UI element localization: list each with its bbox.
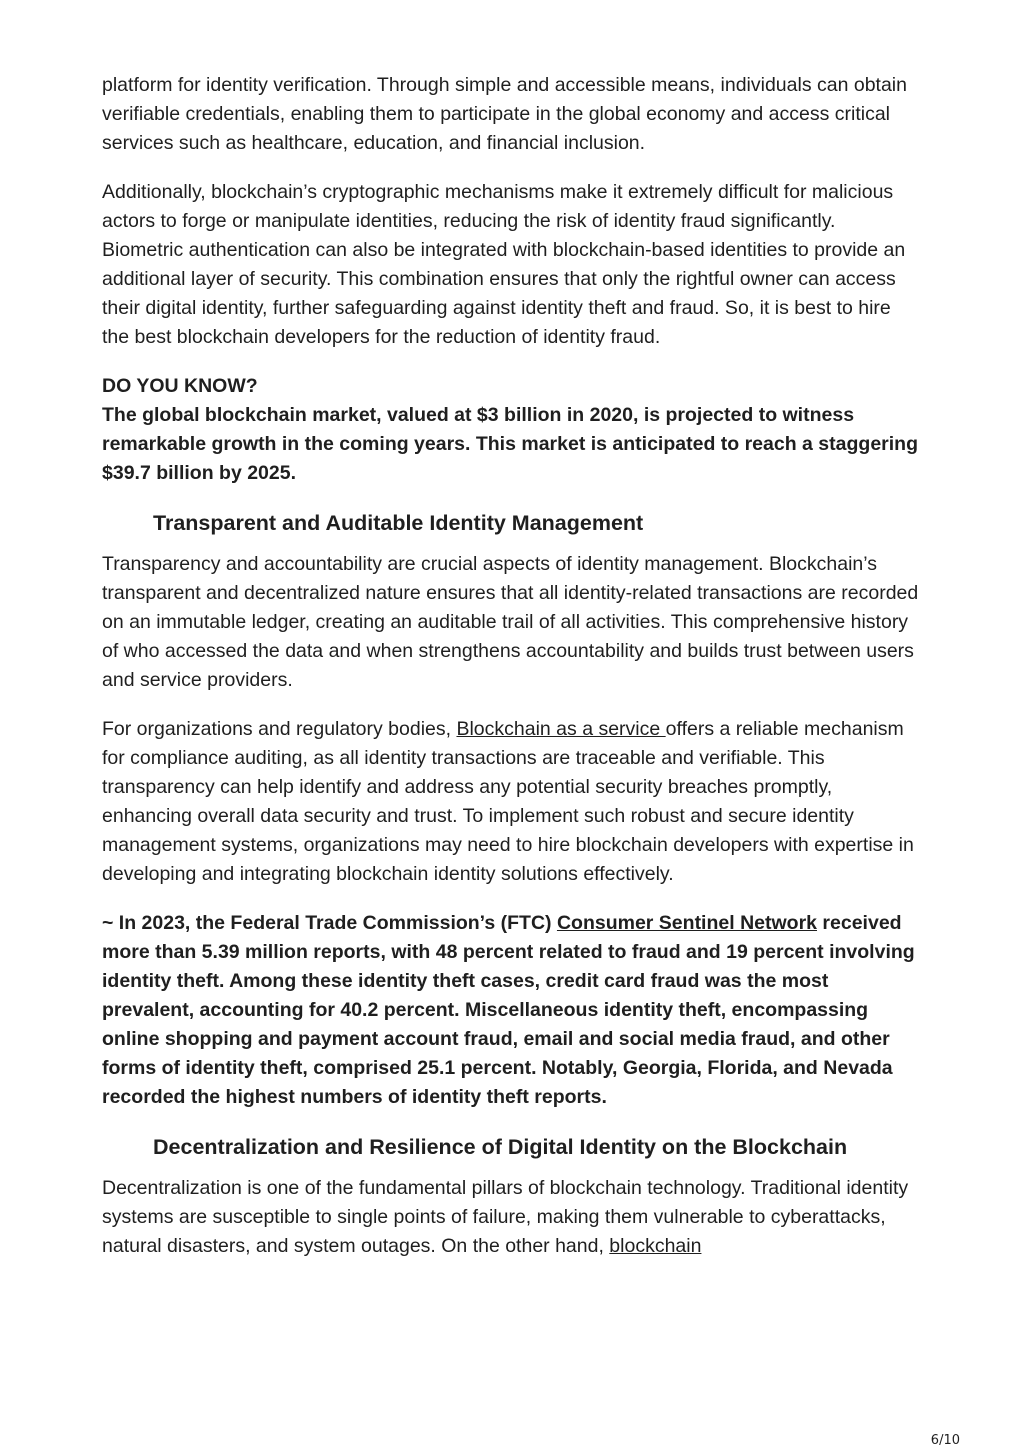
paragraph-text: Decentralization is one of the fundamental pillars of blockchain technology. Traditional identity systems are susceptible to single points of failure, making them vulnerable to cyberattacks, natural disasters, and system outages. On the other hand,	[102, 1177, 909, 1257]
did-you-know-heading: DO YOU KNOW?	[102, 375, 258, 397]
paragraph-text: received more than 5.39 million reports, with 48 percent related to fraud and 19 percent involving identity theft. Among these identity theft cases, credit card fraud was the most prevalent, accounting for 40.2 percent. Miscellaneous identity theft, encompassing online shopping and payment account fraud, email and social media fraud, and other forms of identity theft, comprised 25.1 percent. Notably, Georgia, Florida, and Nevada recorded the highest numbers of identity theft reports.	[102, 912, 915, 1108]
section-heading-transparent-auditable: Transparent and Auditable Identity Management	[153, 511, 644, 535]
did-you-know-callout	[102, 372, 922, 488]
paragraph-transparency-accountability: Transparency and accountability are crucial aspects of identity management. Blockchain’s transparent and decentralized nature ensures that all identity-related transactions are recorded on an immutable ledger, creating an auditable trail of all activities. This comprehensive history of who accessed the data and when strengthens accountability and builds trust between users and service providers.	[102, 553, 919, 691]
link-blockchain-as-a-service[interactable]: Blockchain as a service	[456, 718, 666, 740]
paragraph-decentralization	[102, 1174, 922, 1261]
section-heading-decentralization-resilience: Decentralization and Resilience of Digital Identity on the Blockchain	[153, 1135, 848, 1159]
paragraph-compliance-auditing	[102, 715, 922, 889]
document-page	[102, 71, 922, 1281]
paragraph-text: ~ In 2023, the Federal Trade Commission’s (FTC)	[102, 912, 557, 934]
paragraph-ftc-statistics	[102, 909, 922, 1112]
paragraph-cryptographic-mechanisms: Additionally, blockchain’s cryptographic mechanisms make it extremely difficult for malicious actors to forge or manipulate identities, reducing the risk of identity fraud significantly. Biometric authentication can also be integrated with blockchain-based identities to provide an additional layer of security. This combination ensures that only the rightful owner can access their digital identity, further safeguarding against identity theft and fraud. So, it is best to hire the best blockchain developers for the reduction of identity fraud.	[102, 181, 906, 348]
page-number: 6/10	[930, 1433, 960, 1448]
did-you-know-body: The global blockchain market, valued at $3 billion in 2020, is projected to witness remarkable growth in the coming years. This market is anticipated to reach a staggering $39.7 billion by 2025.	[102, 404, 918, 484]
paragraph-identity-verification: platform for identity verification. Through simple and accessible means, individuals can obtain verifiable credentials, enabling them to participate in the global economy and access critical services such as healthcare, education, and financial inclusion.	[102, 74, 907, 154]
paragraph-text: offers a reliable mechanism for compliance auditing, as all identity transactions are traceable and verifiable. This transparency can help identify and address any potential security breaches promptly, enhancing overall data security and trust. To implement such robust and secure identity management systems, organizations may need to hire blockchain developers with expertise in developing and integrating blockchain identity solutions effectively.	[102, 718, 914, 885]
link-blockchain[interactable]: blockchain	[609, 1235, 702, 1257]
link-consumer-sentinel-network[interactable]: Consumer Sentinel Network	[556, 912, 818, 934]
paragraph-text: For organizations and regulatory bodies,	[102, 718, 457, 740]
